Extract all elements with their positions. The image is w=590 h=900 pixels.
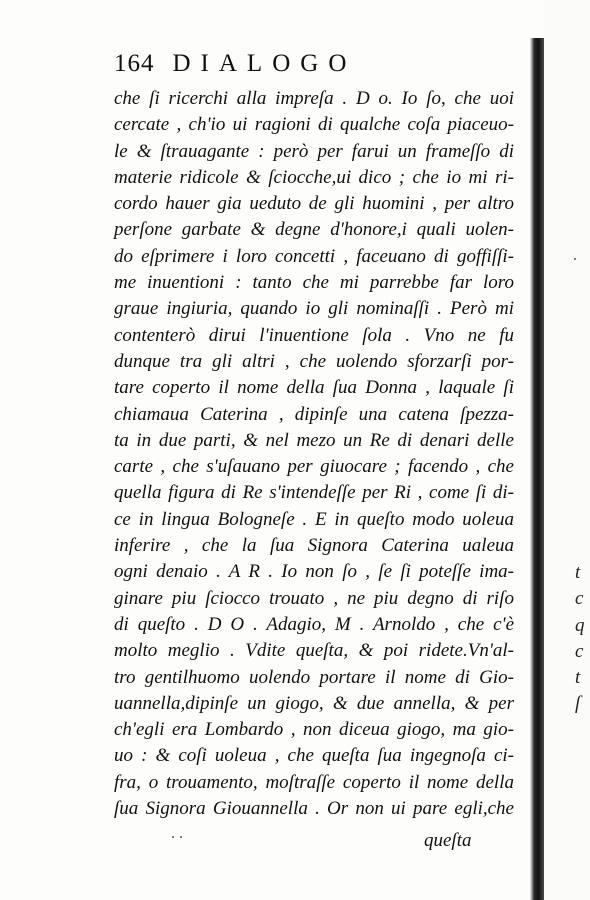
text-line: perſone garbate & degne d'honore,i quali uolen- (114, 219, 514, 241)
text-line: contenterò dirui l'inuentione ſola . Vno ne fu (114, 324, 514, 346)
facing-page-letter: c (575, 588, 584, 610)
body-text (114, 86, 514, 822)
facing-page-letter: t (575, 667, 581, 689)
facing-page-letters (575, 560, 590, 718)
text-line: fra, o trouamento, moſtraſſe coperto il nome della (114, 771, 514, 793)
page-number: 164 (114, 50, 155, 77)
facing-page-letter: t (575, 562, 581, 583)
facing-page-letter: ſ (575, 693, 581, 715)
text-line: che ſi ricerchi alla impreſa . D o. Io ſo, che uoi (114, 88, 514, 109)
catchword: queſta (424, 830, 472, 851)
text-line: carte , che s'uſauano per giuocare ; facendo , che (114, 456, 514, 478)
text-line: tare coperto il nome della ſua Donna , laquale ſi (114, 377, 514, 399)
book-gutter (530, 38, 544, 900)
text-line: cordo hauer gia ueduto de gli huomini , per altro (114, 193, 514, 215)
text-line: me inuentioni : tanto che mi parrebbe far loro (114, 272, 514, 294)
text-line: di queſto . D O . Adagio, M . Arnoldo , che c'è (114, 613, 514, 635)
text-line: tro gentilhuomo uolendo portare il nome di Gio- (114, 666, 514, 688)
text-line: quella figura di Re s'intendeſſe per Ri , come ſi di- (114, 482, 514, 504)
facing-page-letter: q (575, 614, 585, 636)
text-line: ſua Signora Giouannella . Or non ui pare egli,che (114, 798, 514, 820)
text-line: cercate , ch'io ui ragioni di qualche coſa piaceuo- (114, 114, 514, 136)
text-line: dunque tra gli altri , che uolendo sforzarſi por- (114, 350, 514, 372)
text-line: graue ingiuria, quando io gli nominaſſi . Però mi (114, 298, 514, 320)
text-line: le & ſtrauagante : però per farui un frameſſo di (114, 140, 514, 162)
text-line: do eſprimere i loro concetti , faceuano di goffiſſi- (114, 245, 514, 267)
text-line: ogni denaio . A R . Io non ſo , ſe ſi poteſſe ima- (114, 561, 514, 583)
text-line: uo : & coſi uoleua , che queſta ſua ingegnoſa ci- (114, 745, 514, 767)
paper-speck (172, 836, 174, 838)
facing-page-edge (544, 0, 590, 900)
page-header (114, 50, 356, 80)
text-line: ginare piu ſciocco trouato , ne piu degno di riſo (114, 587, 514, 609)
text-line: inferire , che la ſua Signora Caterina ualeua (114, 535, 514, 557)
text-line: ce in lingua Bologneſe . E in queſto modo uoleua (114, 508, 514, 530)
text-line: molto meglio . Vdite queſta, & poi ridete.Vn'al- (114, 640, 514, 662)
text-line: materie ridicole & ſciocche,ui dico ; che io mi ri- (114, 166, 514, 188)
text-line: ta in due parti, & nel mezo un Re di denari delle (114, 429, 514, 451)
paper-speck (574, 258, 576, 260)
facing-page-letter: c (575, 640, 584, 662)
text-line: chiamaua Caterina , dipinſe una catena ſpezza- (114, 403, 514, 425)
paper-speck (180, 836, 182, 838)
text-line: uannella,dipinſe un giogo, & due annella, & per (114, 692, 514, 714)
text-line: ch'egli era Lombardo , non diceua giogo, ma gio- (114, 719, 514, 741)
running-head: DIALOGO (172, 50, 357, 77)
